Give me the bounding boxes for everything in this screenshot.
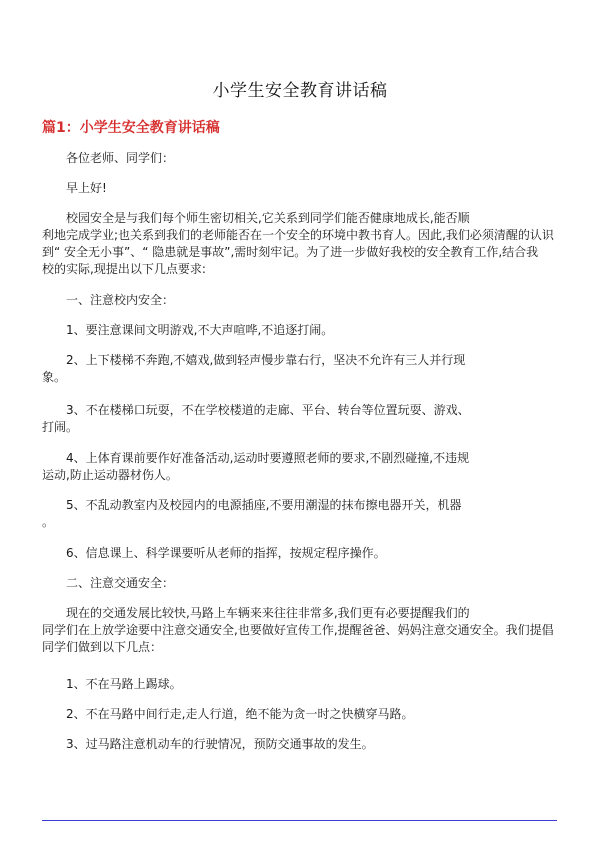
- footer-divider: [42, 820, 557, 821]
- page-title: 小学生安全教育讲话稿: [212, 81, 388, 101]
- item-line: 运动,防止运动器材伤人。: [42, 468, 178, 482]
- campus-item-2: [42, 352, 562, 386]
- intro-line: 校园安全是与我们每个师生密切相关,它关系到同学们能否健康地成长,能否顺: [66, 211, 470, 225]
- intro-paragraph: [42, 210, 562, 278]
- intro-line: 利地完成学业;也关系到我们的老师能否在一个安全的环境中教书育人。因此,我们必须清醒的认识: [42, 228, 554, 242]
- item-line: 。: [42, 515, 55, 529]
- traffic-item-2: 2、不在马路中间行走,走人行道，绝不能为贪一时之快横穿马路。: [66, 707, 414, 721]
- greeting: 各位老师、同学们：: [66, 151, 175, 165]
- campus-item-4: [42, 450, 562, 484]
- item-line: 2、上下楼梯不奔跑,不嬉戏,做到轻声慢步靠右行，坚决不允许有三人并行现: [66, 353, 466, 367]
- traffic-line: 现在的交通发展比较快,马路上车辆来来往往非常多,我们更有必要提醒我们的: [66, 606, 470, 620]
- intro-line: 校的实际,现提出以下几点要求:: [42, 262, 206, 276]
- campus-item-3: [42, 402, 562, 436]
- morning-greeting: 早上好!: [66, 181, 107, 195]
- item-line: 打闹。: [42, 420, 79, 434]
- campus-item-6: 6、信息课上、科学课要听从老师的指挥，按规定程序操作。: [66, 546, 386, 560]
- item-line: 4、上体育课前要作好准备活动,运动时要遵照老师的要求,不剧烈碰撞,不违规: [66, 451, 470, 465]
- section-traffic-heading: 二、注意交通安全：: [66, 576, 175, 590]
- item-line: 象。: [42, 370, 67, 384]
- traffic-item-1: 1、不在马路上踢球。: [66, 677, 182, 691]
- section-campus-heading: 一、注意校内安全：: [66, 293, 175, 307]
- traffic-line: 同学们做到以下几点：: [42, 640, 163, 654]
- intro-line: 到“ 安全无小事”、“ 隐患就是事故”,需时刻牢记。为了进一步做好我校的安全教育工作,结合我: [42, 245, 539, 259]
- item-line: 5、不乱动教室内及校园内的电源插座,不要用潮湿的抹布擦电器开关，机器: [66, 498, 462, 512]
- traffic-line: 同学们在上放学途要中注意交通安全,也要做好宣传工作,提醒爸爸、妈妈注意交通安全。我们提倡: [42, 623, 554, 637]
- campus-item-1: 1、要注意课间文明游戏,不大声喧哗,不追逐打闹。: [66, 323, 334, 337]
- section-heading: 篇1：小学生安全教育讲话稿: [42, 120, 220, 136]
- item-line: 3、不在楼梯口玩耍，不在学校楼道的走廊、平台、转台等位置玩耍、游戏、: [66, 403, 470, 417]
- traffic-intro-paragraph: [42, 605, 562, 656]
- campus-item-5: [42, 497, 562, 531]
- traffic-item-3: 3、过马路注意机动车的行驶情况，预防交通事故的发生。: [66, 737, 374, 751]
